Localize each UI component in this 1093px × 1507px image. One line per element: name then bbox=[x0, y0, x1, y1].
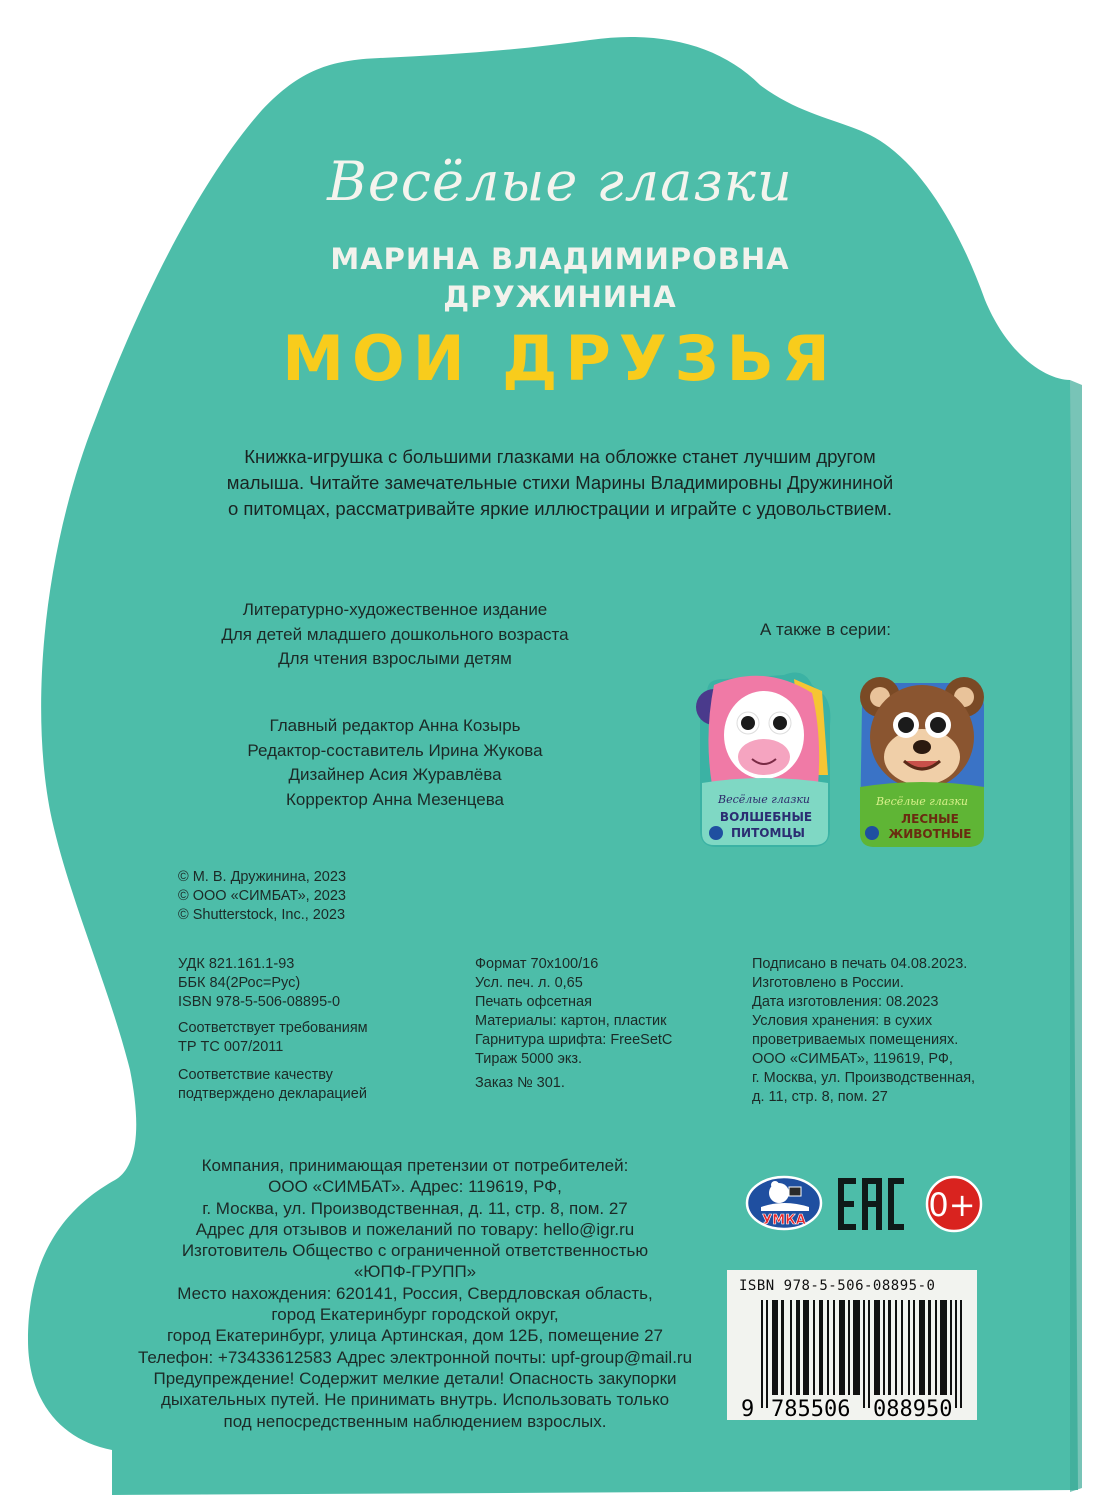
spec-line: Печать офсетная bbox=[475, 994, 592, 1010]
credit-line: Дизайнер Асия Журавлёва bbox=[288, 765, 502, 784]
claims-line: ООО «СИМБАТ». Адрес: 119619, РФ, bbox=[268, 1177, 562, 1197]
print-info-line: Условия хранения: в сухих bbox=[752, 1013, 933, 1029]
compliance-line: подтверждено декларацией bbox=[178, 1086, 367, 1102]
warning-line: дыхательных путей. Не принимать внутрь. Использовать только bbox=[160, 1390, 670, 1410]
print-info-line: Изготовлено в России. bbox=[752, 975, 904, 991]
compliance-line: Соответствие качеству bbox=[178, 1067, 333, 1083]
ean-left-digits: 785506 bbox=[771, 1397, 851, 1420]
consumer-claims-info bbox=[105, 1155, 725, 1432]
claims-line: Адрес для отзывов и пожеланий по товару: hello@igr.ru bbox=[195, 1219, 635, 1239]
claims-line: «ЮПФ-ГРУПП» bbox=[353, 1262, 477, 1282]
description-line: Книжка-игрушка с большими глазками на обложке станет лучшим другом bbox=[244, 446, 876, 467]
bbk-code: ББК 84(2Рос=Рус) bbox=[178, 975, 301, 991]
warning-line: под непосредственным наблюдением взрослых. bbox=[223, 1411, 607, 1431]
copyright-notices bbox=[178, 868, 346, 925]
publication-info-line: Для чтения взрослыми детям bbox=[278, 649, 512, 668]
claims-line: Компания, принимающая претензии от потребителей: bbox=[201, 1156, 629, 1175]
author-line-2: ДРУЖИНИНА bbox=[443, 280, 677, 314]
credit-line: Корректор Анна Мезенцева bbox=[285, 789, 505, 809]
book-description bbox=[170, 444, 950, 522]
editorial-credits bbox=[180, 714, 610, 812]
spec-line: Формат 70x100/16 bbox=[475, 956, 599, 972]
copyright-line: © М. В. Дружинина, 2023 bbox=[178, 869, 347, 885]
print-info-line: Дата изготовления: 08.2023 bbox=[752, 994, 939, 1010]
series-book-unicorn-image bbox=[694, 665, 834, 850]
svg-text:ЖИВОТНЫЕ: ЖИВОТНЫЕ bbox=[888, 827, 972, 841]
compliance-line: Соответствует требованиям bbox=[178, 1020, 368, 1036]
publication-info bbox=[180, 598, 610, 672]
publication-info-line: Для детей младшего дошкольного возраста bbox=[221, 624, 569, 644]
claims-line: город Екатеринбург, улица Артинская, дом 12Б, помещение 27 bbox=[166, 1326, 664, 1346]
print-info-line: г. Москва, ул. Производственная, bbox=[752, 1070, 976, 1086]
claims-line: город Екатеринбург городской округ, bbox=[271, 1305, 559, 1325]
ean-first-digit: 9 bbox=[741, 1397, 755, 1420]
udk-code: УДК 821.161.1-93 bbox=[178, 956, 295, 972]
credit-line: Главный редактор Анна Козырь bbox=[269, 716, 521, 735]
series-title: Весёлые глазки bbox=[327, 150, 793, 213]
claims-line: Место нахождения: 620141, Россия, Свердловская область, bbox=[177, 1283, 653, 1303]
age-rating-text: 0+ bbox=[928, 1186, 976, 1224]
spec-line: Гарнитура шрифта: FreeSetC bbox=[475, 1032, 673, 1048]
credit-line: Редактор-составитель Ирина Жукова bbox=[247, 740, 543, 760]
author-name bbox=[280, 240, 840, 316]
print-info-line: ООО «СИМБАТ», 119619, РФ, bbox=[752, 1051, 953, 1067]
publication-info-line: Литературно-художественное издание bbox=[242, 600, 548, 619]
technical-specs bbox=[475, 955, 672, 1069]
claims-line: г. Москва, ул. Производственная, д. 11, стр. 8, пом. 27 bbox=[202, 1198, 628, 1218]
print-info-line: проветриваемых помещениях. bbox=[752, 1032, 959, 1048]
barcode-isbn-label: ISBN 978-5-506-08895-0 bbox=[739, 1278, 936, 1294]
svg-text:ПИТОМЦЫ: ПИТОМЦЫ bbox=[731, 826, 805, 840]
book-title: МОИ ДРУЗЬЯ bbox=[282, 322, 838, 395]
claims-line: Телефон: +73433612583 Адрес электронной почты: upf-group@mail.ru bbox=[137, 1347, 693, 1367]
spec-line: Тираж 5000 экз. bbox=[475, 1051, 583, 1067]
print-info bbox=[752, 955, 975, 1107]
print-info-line: д. 11, стр. 8, пом. 27 bbox=[752, 1089, 888, 1105]
also-in-series-label: А также в серии: bbox=[760, 620, 891, 639]
claims-line: Изготовитель Общество с ограниченной ответственностью bbox=[181, 1241, 649, 1261]
spec-line: Материалы: картон, пластик bbox=[475, 1013, 667, 1029]
order-number: Заказ № 301. bbox=[475, 1075, 565, 1091]
eac-certification-mark bbox=[836, 1176, 906, 1232]
compliance-line: ТР ТС 007/2011 bbox=[178, 1039, 284, 1055]
description-line: малыша. Читайте замечательные стихи Марины Владимировны Дружининой bbox=[226, 472, 894, 493]
svg-text:ВОЛШЕБНЫЕ: ВОЛШЕБНЫЕ bbox=[719, 810, 813, 824]
copyright-line: © ООО «СИМБАТ», 2023 bbox=[178, 888, 346, 904]
spec-line: Усл. печ. л. 0,65 bbox=[475, 975, 583, 991]
umka-logo-text: УМКА bbox=[762, 1213, 806, 1228]
isbn-code: ISBN 978-5-506-08895-0 bbox=[178, 994, 341, 1010]
bibliographic-codes bbox=[178, 955, 340, 1012]
quality-declaration bbox=[178, 1066, 367, 1104]
ean-right-digits: 088950 bbox=[873, 1397, 953, 1420]
umka-publisher-logo bbox=[745, 1175, 823, 1231]
thumb-unicorn-series-title: Весёлые глазки bbox=[717, 793, 811, 806]
description-line: о питомцах, рассматривайте яркие иллюстрации и играйте с удовольствием. bbox=[227, 498, 893, 519]
copyright-line: © Shutterstock, Inc., 2023 bbox=[178, 907, 346, 923]
author-line-1: МАРИНА ВЛАДИМИРОВНА bbox=[330, 242, 790, 276]
regulation-compliance bbox=[178, 1019, 368, 1057]
warning-line: Предупреждение! Содержит мелкие детали! Опасность закупорки bbox=[153, 1368, 677, 1388]
series-book-bear-image bbox=[852, 665, 992, 850]
isbn-barcode bbox=[727, 1270, 977, 1420]
thumb-bear-series-title: Весёлые глазки bbox=[875, 795, 969, 808]
age-rating-badge bbox=[925, 1175, 983, 1233]
svg-text:ЛЕСНЫЕ: ЛЕСНЫЕ bbox=[901, 812, 959, 826]
print-info-line: Подписано в печать 04.08.2023. bbox=[752, 956, 968, 972]
